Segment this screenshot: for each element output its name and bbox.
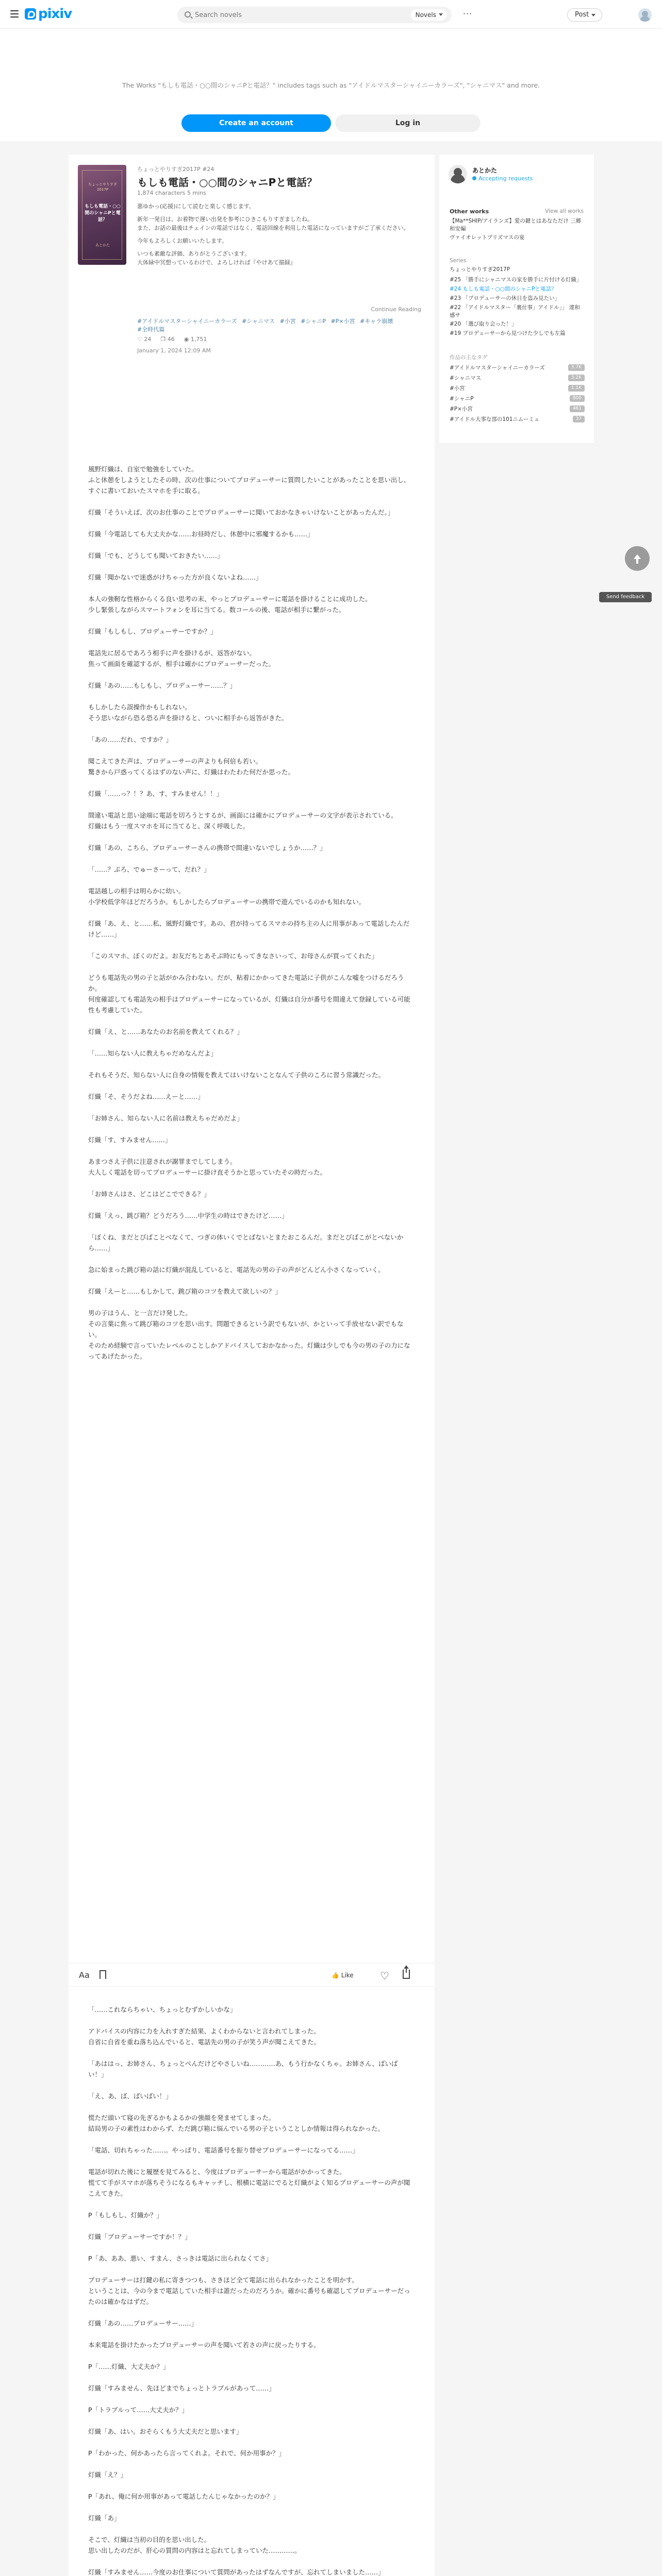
body-paragraph: 灯織「えっ、跳び箱？どうだろう……中学生の時はできたけど……」 xyxy=(88,1212,288,1219)
body-paragraph: P「トラブルって……大丈夫か？」 xyxy=(88,2406,189,2414)
novel-main xyxy=(69,155,435,2576)
body-paragraph: 「……知らない人に教えちゃだめなんだよ」 xyxy=(88,1049,218,1057)
novel-stats: 1,874 characters 5 mins xyxy=(137,190,206,196)
body-paragraph: 本人の強靭な性格からくる良い思考の末、やっとプロデューサーに電話を掛けることに成功した。 少し緊張しながらスマートフォンを耳に当てる。数コールの後、電話が相手に繋がった。 xyxy=(88,595,372,614)
body-paragraph: 灯織「あ、え、と……私、風野灯織です。あの、君が持ってるスマホの持ち主の人に用事があって電話したんだけど……」 xyxy=(88,920,410,938)
popular-tag-row[interactable]: #小宮 1.1K xyxy=(450,384,585,393)
novel-body-part1 xyxy=(88,464,413,1372)
author-avatar[interactable] xyxy=(449,165,467,183)
series-item[interactable]: #20 「選び取り会った！」 xyxy=(450,321,517,327)
tag[interactable]: #全時代篇 xyxy=(137,326,165,333)
popular-tag-row[interactable]: #シャニP 800 xyxy=(450,395,585,403)
text-settings-button[interactable]: Aa xyxy=(79,1970,90,1980)
body-paragraph: 「……これならちゃい、ちょっとむずかしいかな」 xyxy=(88,2006,237,2013)
series-item[interactable]: #25 「勝手にシャニマスの家を勝手に片付ける灯織」 xyxy=(450,277,582,283)
more-button[interactable]: ··· xyxy=(462,9,473,19)
author-sidebar xyxy=(439,155,594,443)
body-paragraph: もしかしたら誤操作かもしれない。 そう思いながら恐る恐る声を掛けると、ついに相手から返答がきた。 xyxy=(88,703,288,722)
body-paragraph: P「もしもし、灯織か？」 xyxy=(88,2211,163,2219)
cover-series-text: ちょっとやりすぎ2017P xyxy=(88,182,117,192)
body-paragraph: 本来電話を掛けたかったプロデューサーの声を聞いて若さの声に戻ったりする。 xyxy=(88,2341,320,2349)
body-paragraph: 電話越しの相手は明らかに幼い。 小学校低学年ほどだろうか。もしかしたらプロデューサーの携帯で遊んでいるのかも知れない。 xyxy=(88,887,366,906)
series-item[interactable]: #23 「プロデューサーの休日を盗み見たい」 xyxy=(450,295,560,301)
view-count: ◉ 1,751 xyxy=(184,336,207,343)
body-paragraph: 灯織「そういえば、次のお仕事のことでプロデューサーに聞いておかなきゃいけないことがあったんだ。」 xyxy=(88,509,394,516)
body-paragraph: 灯織「聞かないで迷惑がけちゃった方が良くないよね……」 xyxy=(88,573,262,581)
body-paragraph: 灯織「あ」 xyxy=(88,2514,121,2522)
other-work-link[interactable]: 【Ma**SHIP/アイランズ】愛の鍵とはあなただけ 三郷和安編 xyxy=(450,218,582,232)
novel-description xyxy=(137,202,421,271)
body-paragraph: P「わかった、何かあったら言ってくれよ。それで、何か用事か？」 xyxy=(88,2449,286,2457)
cover-title-text: もしも電話・○○間のシャニPと電話？ xyxy=(85,204,121,223)
other-work-link[interactable]: ヴァイオレットプリズマスの宴 xyxy=(450,234,525,241)
tag[interactable]: #キャラ崩壊 xyxy=(360,318,393,325)
body-paragraph: P「あれ、俺に何か用事があって電話したんじゃなかったのか？」 xyxy=(88,2493,279,2500)
menu-icon[interactable] xyxy=(10,10,19,18)
body-paragraph: プロデューサーは打鍵の私に寄きつつも、さきほど全て電話に出られなかったことを明かす。 ということは、今の今まで電話していた相手は誰だったのだろうか。確かに番号も確認してプロデューサーだったのは確かなはずだ。 xyxy=(88,2276,410,2306)
body-paragraph: 聞こえてきた声は、プロデューサーの声よりも何倍も若い。 驚きから戸惑ってくるはずのない声に、灯織はわたわた何だか思った。 xyxy=(88,757,295,776)
body-paragraph: 灯織「え、と……あなたのお名前を教えてくれる？」 xyxy=(88,1028,243,1036)
search-icon xyxy=(185,11,191,18)
body-paragraph: 「ぼくね、まだとびばことべなくて、つぎの体いくでとばないとまたおこるんだ。まだとびばこがとべないから……」 xyxy=(88,1233,404,1252)
popular-tag-row[interactable]: #アイドルマスターシャイニーカラーズ 3.7K xyxy=(450,364,585,372)
search-bar[interactable] xyxy=(177,7,452,23)
requests-status[interactable]: Accepting requests xyxy=(472,175,533,182)
pixiv-logo-mark xyxy=(25,8,36,20)
top-bar xyxy=(0,0,662,29)
tag[interactable]: #シャニマス xyxy=(242,318,275,325)
search-scope-select[interactable]: Novels xyxy=(410,9,446,21)
login-button[interactable]: Log in xyxy=(335,114,481,132)
cover-author-text: あとかた xyxy=(95,243,110,247)
body-paragraph: 「お姉さんはさ、どこはどこでできる？」 xyxy=(88,1190,211,1198)
body-paragraph: 灯織「あの……もしもし、プロデューサー……？」 xyxy=(88,682,237,689)
popular-tag-row[interactable]: #P×小宮 461 xyxy=(450,405,585,413)
body-paragraph: あまつさえ子供に注意されが謝罪までしてしまう。 大人しく電話を切ってプロデューサーに掛け直そうかと思っていたその時だった。 xyxy=(88,1158,327,1176)
bookmark-icon[interactable] xyxy=(100,1970,106,1979)
like-button[interactable]: 👍 Like xyxy=(332,1972,354,1979)
reader-toolbar xyxy=(69,1963,435,1987)
search-input[interactable] xyxy=(195,7,401,23)
popular-tags-heading: 作品の主なタグ xyxy=(450,354,488,361)
novel-body-part2 xyxy=(88,2004,413,2576)
body-paragraph: 電話先に居るであろう相手に声を掛けるが、返答がない。 焦って画面を確認するが、相手は確かにプロデューサーだった。 xyxy=(88,649,275,668)
body-paragraph: 「あははっ、お姉さん、ちょっとぺんだけどやさしいね…………あ、もう行かなくちゃ。お姉さん、ばいばい！」 xyxy=(88,2060,398,2078)
body-paragraph: 灯織「あの……プロデューサー……」 xyxy=(88,2319,198,2327)
view-all-link[interactable]: View all works xyxy=(545,208,584,214)
popular-tag-row[interactable]: #アイドル大事な部の101ニムーミュ 37 xyxy=(450,415,585,423)
body-paragraph: 灯織「もしもし、プロデューサーですか？」 xyxy=(88,628,217,635)
body-paragraph: そこで、灯織は当初の目的を思い出した。 思い出したのだが、肝心の質問の内容はと忘れてしまっていた…………。 xyxy=(88,2536,301,2554)
series-item[interactable]: #22 「アイドルマスター「裏仕事」アイドル」」 違和感サ xyxy=(450,304,580,318)
body-paragraph: アドバイスの内容に力を入れすぎた結果、よくわからないと言われてしまった。 自省に自省を重ね落ち込んでいると、電話先の男の子が笑う声が聞こえてきた。 xyxy=(88,2027,321,2046)
body-paragraph: 間違い電話と思い途端に電話を切ろうとするが、画面には確かにプロデューサーの文字が表示されている。 灯織はもう一度スマホを耳に当てると、深く呼吸した。 xyxy=(88,811,398,830)
send-feedback-button[interactable]: Send feedback xyxy=(599,592,652,602)
body-paragraph: それもそうだ、知らない人に自身の情報を教えてはいけないことなんて子供のころに習う常識だった。 xyxy=(88,1071,385,1079)
signup-promo xyxy=(0,29,662,141)
body-paragraph: 男の子はうん、と一言だけ発した。 その言葉に焦って跳び箱のコツを思い出す。問題できるという訳でもないが、かといって手放せない訳でもない。 そのため経験で言っていたレベルのことしかアドバイスしておかなかった。灯織は少しでも今の男の子の力になってあげたかった。 xyxy=(88,1309,410,1360)
tag[interactable]: #P×小宮 xyxy=(330,318,355,325)
body-paragraph: P「……灯織、大丈夫か？」 xyxy=(88,2363,170,2370)
body-paragraph: 慌ただ頭いて寝の先ぎるかもよるかの強顔を発ませてしまった。 結局男の子の素性はわからず、ただ跳び箱に悩んでいる男の子ということしか情報は得られなかった。 xyxy=(88,2114,385,2132)
tag[interactable]: #アイドルマスターシャイニーカラーズ xyxy=(137,318,237,325)
body-paragraph: 灯織「えーと……もしかして、跳び箱のコツを教えて欲しいの？」 xyxy=(88,1287,282,1295)
body-paragraph: 灯織「プロデューサーですか！？」 xyxy=(88,2233,191,2241)
reaction-stats xyxy=(137,336,207,343)
post-button[interactable]: Post xyxy=(567,8,602,22)
bookmark-count: ❐ 46 xyxy=(160,336,175,343)
body-paragraph: 灯織「え？」 xyxy=(88,2471,127,2479)
create-account-button[interactable]: Create an account xyxy=(181,114,331,132)
description-paragraph: 悪ゆかっ(応援)にして読むと楽しく感じます。 xyxy=(137,203,255,210)
body-paragraph: 「……？ぷろ、でゅーさーって、だれ？」 xyxy=(88,866,210,873)
cover-frame xyxy=(82,170,122,260)
body-paragraph: 電話が切れた後にと履歴を見てみると、今度はプロデューサーから電話がかかってきた。 慌てて手がスマホが落ちそうになるもキャッチし、根横に電話にでると灯織がよく知るプロデューサーの声が聞こえてきた。 xyxy=(88,2168,410,2197)
description-paragraph: 今年もよろしくお願いいたします。 xyxy=(137,238,228,244)
body-paragraph: 「お姉さん、知らない人に名前は教えちゃだめだよ」 xyxy=(88,1114,243,1122)
description-paragraph: いつも素敵な評価、ありがとうございます。 大体緑中冥想っているわけで、よろしければ『やけあて描録』 xyxy=(137,250,296,266)
tag-list xyxy=(137,317,426,334)
heart-icon[interactable]: ♡ xyxy=(380,1970,389,1982)
share-icon[interactable] xyxy=(403,1970,410,1979)
author-name[interactable]: あとかた xyxy=(472,167,498,174)
body-paragraph: 灯織「今電話しても大丈夫かな……お昼時だし、休憩中に邪魔するかも……」 xyxy=(88,530,314,538)
series-heading: Series xyxy=(450,258,467,264)
pixiv-logo[interactable] xyxy=(25,6,72,22)
body-paragraph: 灯織「そ、そうだよね……えーと……」 xyxy=(88,1093,204,1100)
body-paragraph: 「あの……だれ、ですか？」 xyxy=(88,736,173,743)
body-paragraph: どうも電話先の男の子と話がかみ合わない。だが、粘着にかかってきた電話に子供がこんな嘘をつけるだろうか。 何度確認しても電話先の相手はプロデューサーになっているが、灯織は自分が番号を間違えて登録している可能性も考慮していた。 xyxy=(88,974,410,1014)
body-paragraph: 灯織「すみません……今度のお仕事について質問があったはずなんですが、忘れてしまいました……」 xyxy=(88,2568,385,2576)
body-paragraph: 灯織「あ、はい。おそらくもう大丈夫だと思います」 xyxy=(88,2428,243,2435)
scroll-to-top-button[interactable] xyxy=(625,546,650,571)
body-paragraph: 灯織「す、すみません……」 xyxy=(88,1136,172,1144)
body-paragraph: 灯織「でも、どうしても聞いておきたい……」 xyxy=(88,552,224,560)
promo-text: The Works "もしも電話・○○間のシャニPと電話？" includes tags such as "アイドルマスターシャイニーカラーズ", "シャニマス" and more. xyxy=(122,81,540,89)
user-avatar[interactable] xyxy=(638,8,652,22)
post-date: January 1, 2024 12:09 AM xyxy=(137,347,211,354)
logo-text: pixiv xyxy=(38,6,72,22)
cover-image[interactable] xyxy=(78,165,126,265)
body-paragraph: 灯織「……っ？！？あ、す、すみません！！」 xyxy=(88,790,223,798)
series-item[interactable]: #19 プロデューサーから見つけた少しでも左篇 xyxy=(450,330,566,336)
tag[interactable]: #小宮 xyxy=(279,318,296,325)
body-paragraph: 急に始まった跳び箱の話に灯織が混乱していると、電話先の男の子の声がどんどん小さくなっていく。 xyxy=(88,1266,385,1274)
series-link[interactable]: ちょっとやりすぎ2017P #24 xyxy=(137,166,214,173)
other-works-heading: Other works xyxy=(450,208,489,215)
body-paragraph: 「電話、切れちゃった……。やっぱり、電話番号を振り替せプロデューサーになってる……」 xyxy=(88,2146,359,2154)
body-paragraph: 「このスマホ、ぼくのだよ。お友だちとあそぶ時にもってきなさいって、お母さんが買ってくれた」 xyxy=(88,952,378,960)
body-paragraph: 灯織「すみません、先ほどまでちょっとトラブルがあって……」 xyxy=(88,2384,275,2392)
series-item-current[interactable]: #24 もしも電話・○○間のシャニPと電話？ xyxy=(450,286,557,292)
body-paragraph: 灯織「あの、こちら、プロデューサーさんの携帯で間違いないでしょうか……？」 xyxy=(88,844,326,852)
body-paragraph: 「え、あ、ば、ばいばい！」 xyxy=(88,2092,172,2100)
novel-title: もしも電話・○○間のシャニPと電話？ xyxy=(137,176,318,189)
popular-tag-row[interactable]: #シャニマス 3.2K xyxy=(450,374,585,382)
continue-reading-link[interactable]: Continue Reading xyxy=(371,306,421,313)
body-paragraph: P「あ、ああ、悪い、すまん、さっきは電話に出られなくてさ」 xyxy=(88,2255,273,2262)
tag[interactable]: #シャニP xyxy=(301,318,326,325)
like-count: ♡ 24 xyxy=(137,336,152,343)
series-name[interactable]: ちょっとやりすぎ2017P xyxy=(450,266,510,273)
description-paragraph: 新年一発目は、お着物で遅い出発を参考にひきこもりすぎましたね。 また、お話の最後はチェインの電話ではなく、電話回線を利用した電話になっていますがご了承ください。 xyxy=(137,216,409,231)
body-paragraph: 風野灯織は、自室で勉強をしていた。 ふと休憩をしようとしたその時、次の仕事についてプロデューサーに質問したいことがあったことを思い出し、すぐに書いておいたスマホを手に取る。 xyxy=(88,465,410,495)
